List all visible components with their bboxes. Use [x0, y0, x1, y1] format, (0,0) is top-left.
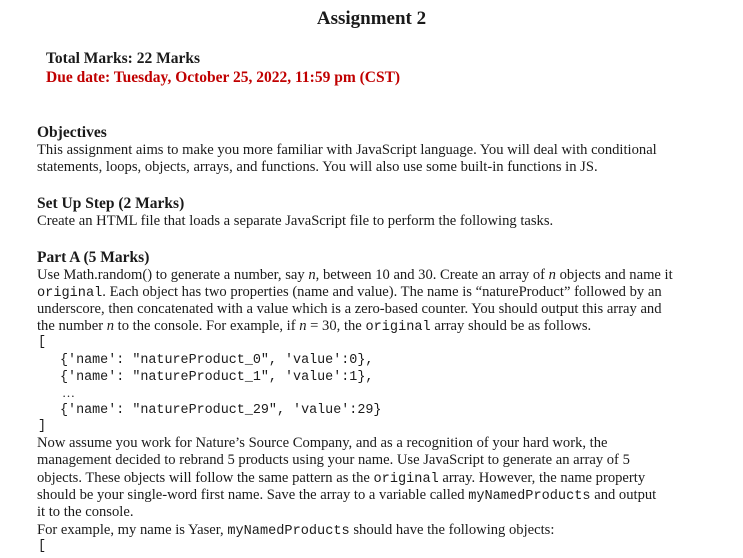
array-close-bracket: ] — [38, 419, 47, 434]
objectives-line-2: statements, loops, objects, arrays, and functions. You will also use some built-in functions in JS. — [37, 159, 598, 175]
page-title: Assignment 2 — [316, 8, 427, 29]
part-b-line-6: For example, my name is Yaser, myNamedProducts should have the following objects: — [37, 522, 555, 539]
code-row-3: {'name': "natureProduct_29", 'value':29} — [60, 403, 382, 418]
code-row-1: {'name': "natureProduct_0", 'value':0}, — [60, 353, 374, 368]
part-b-line-5: it to the console. — [37, 504, 134, 520]
part-a-line-4: the number n to the console. For example, if n = 30, the original array should be as follows. — [37, 318, 592, 335]
array-open-bracket-2: [ — [38, 539, 47, 554]
code-ellipsis: … — [62, 385, 75, 400]
code-row-2: {'name': "natureProduct_1", 'value':1}, — [60, 370, 374, 385]
array-open-bracket: [ — [38, 335, 47, 350]
part-a-line-1: Use Math.random() to generate a number, say n, between 10 and 30. Create an array of n objects and name it — [37, 267, 673, 283]
part-b-line-2: management decided to rebrand 5 products using your name. Use JavaScript to generate an array of 5 — [37, 452, 630, 468]
part-b-line-1: Now assume you work for Nature’s Source Company, and as a recognition of your hard work, the — [37, 435, 608, 451]
due-date: Due date: Tuesday, October 25, 2022, 11:59 pm (CST) — [46, 69, 401, 86]
total-marks: Total Marks: 22 Marks — [46, 50, 200, 67]
code-original: original — [37, 286, 103, 301]
var-n: n — [548, 267, 556, 283]
part-b-line-4: should be your single-word first name. Save the array to a variable called myNamedProducts and output — [37, 487, 657, 504]
part-a-heading: Part A (5 Marks) — [37, 249, 150, 266]
setup-line: Create an HTML file that loads a separate JavaScript file to perform the following tasks. — [37, 213, 554, 229]
part-b-line-3: objects. These objects will follow the same pattern as the original array. However, the name property — [37, 470, 646, 487]
var-n: n — [308, 267, 316, 283]
part-a-line-3: underscore, then concatenated with a value which is a zero-based counter. You should output this array and — [37, 301, 662, 317]
objectives-heading: Objectives — [37, 124, 107, 141]
setup-heading: Set Up Step (2 Marks) — [37, 195, 185, 212]
code-my-named-products: myNamedProducts — [468, 489, 591, 504]
objectives-line-1: This assignment aims to make you more familiar with JavaScript language. You will deal with conditional — [37, 142, 657, 158]
part-a-line-2: original. Each object has two properties (name and value). The name is “natureProduct” followed by an — [37, 284, 662, 301]
